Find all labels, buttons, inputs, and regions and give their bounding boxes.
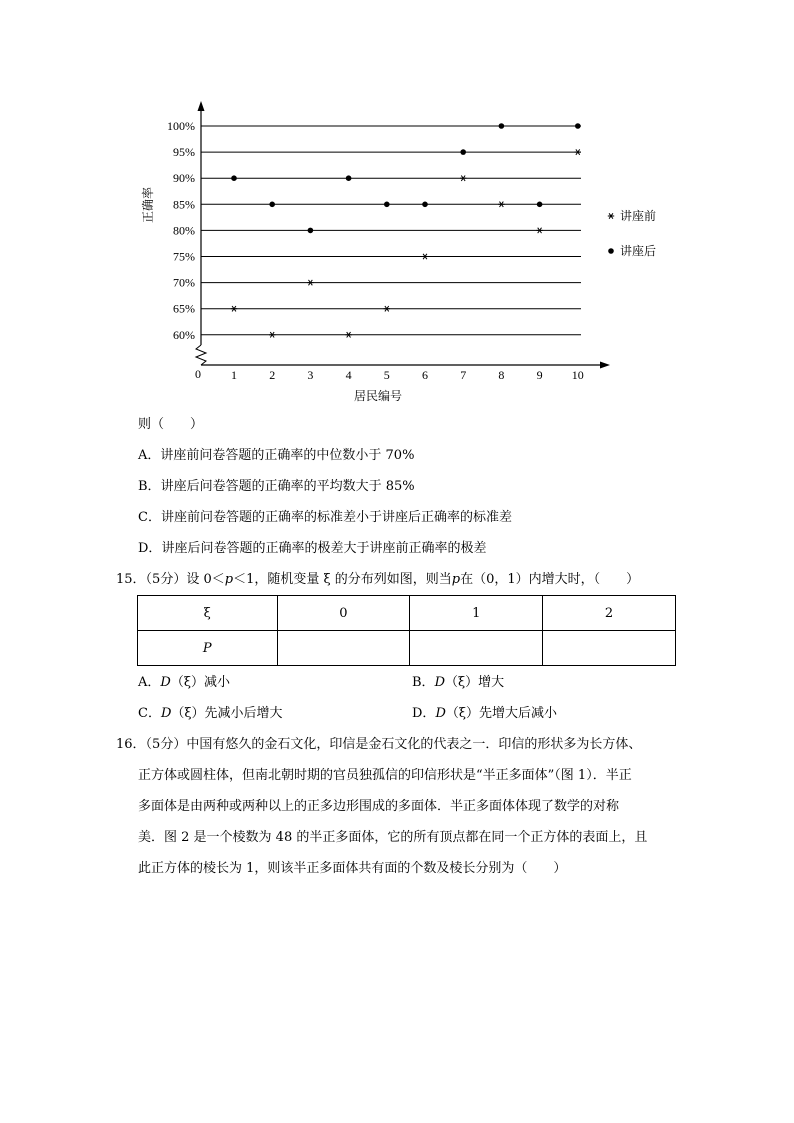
option-text: 讲座后问卷答题的正确率的极差大于讲座前正确率的极差 (161, 541, 487, 556)
point-before (231, 306, 237, 311)
table-cell: 1 (410, 596, 543, 631)
q15-stem-part: ＜1，随机变量 ξ 的分布列如图，则当 (233, 572, 452, 587)
y-axis-break (196, 345, 206, 365)
option-text: （ξ）增大 (445, 675, 505, 690)
variable-p: p (451, 572, 461, 587)
x-tick-label: 5 (383, 368, 390, 382)
option-text: （ξ）先增大后减小 (445, 706, 558, 721)
q16-line-2: 正方体或圆柱体，但南北朝时期的官员独孤信的印信形状是“半正多面体”（图 1）．半正 (138, 768, 632, 783)
point-after (537, 202, 543, 208)
point-before (345, 332, 351, 337)
point-after (460, 149, 466, 155)
y-tick-label: 70% (173, 275, 195, 290)
x-tick-label: 9 (536, 368, 543, 382)
point-after (231, 175, 237, 181)
point-after (575, 123, 581, 129)
option-label: D． (138, 541, 162, 556)
option-text: 讲座前问卷答题的正确率的中位数小于 70% (160, 448, 415, 463)
point-before (460, 175, 466, 180)
point-after (384, 202, 390, 208)
q16-line-3: 多面体是由两种或两种以上的正多边形围成的多面体．半正多面体体现了数学的对称 (138, 799, 620, 814)
x-axis-label: 居民编号 (353, 389, 403, 403)
option-var: D (160, 675, 171, 690)
table-row (138, 596, 676, 631)
option-label: B． (412, 675, 435, 690)
q15-option-b (412, 673, 504, 693)
option-text: 讲座后问卷答题的正确率的平均数大于 85% (160, 479, 415, 494)
option-label: C． (138, 706, 161, 721)
legend-marker-before (608, 213, 614, 218)
x-tick-label: 2 (269, 368, 276, 382)
axes (196, 101, 610, 369)
y-axis-label: 正确率 (141, 186, 155, 224)
x-tick-label: 7 (460, 368, 467, 382)
point-before (422, 254, 428, 259)
option-label: A． (138, 675, 161, 690)
distribution-table (137, 595, 676, 666)
table-row (138, 631, 676, 666)
q15-stem-part: 设 0＜ (186, 572, 225, 587)
question-number: 16． (116, 737, 146, 752)
option-label: D． (412, 706, 436, 721)
option-var: D (435, 706, 446, 721)
legend-marker-after (608, 248, 614, 254)
y-tick-label: 75% (173, 249, 195, 264)
point-before (536, 228, 542, 233)
q14-option-d (138, 539, 486, 559)
point-before (384, 306, 390, 311)
tick-labels (167, 119, 584, 382)
table-cell (410, 631, 543, 666)
point-before (575, 149, 581, 154)
q16-line-4: 美．图 2 是一个棱数为 48 的半正多面体，它的所有顶点都在同一个正方体的表面上，且 (138, 830, 648, 845)
q15-option-d (412, 704, 557, 724)
x-tick-label: 10 (571, 368, 584, 382)
y-tick-label: 95% (173, 145, 195, 160)
option-var: D (160, 706, 172, 721)
legend-label: 讲座前 (620, 209, 657, 223)
x-tick-label: 8 (498, 368, 505, 382)
table-cell: ξ (138, 596, 278, 631)
option-label: B． (138, 479, 161, 494)
y-tick-label: 80% (173, 223, 195, 238)
scatter-chart (0, 0, 794, 410)
point-before (269, 332, 275, 337)
y-axis-arrow (198, 101, 205, 111)
table-cell: P (138, 631, 278, 666)
option-var: D (434, 675, 445, 690)
q16-line-5: 此正方体的棱长为 1，则该半正多面体共有面的个数及棱长分别为（ ） (138, 861, 567, 876)
table-cell: 2 (543, 596, 676, 631)
legend-label: 讲座后 (620, 244, 657, 258)
option-text: 讲座前问卷答题的正确率的标准差小于讲座后正确率的标准差 (160, 510, 512, 525)
x-axis-arrow (600, 362, 610, 369)
question-number: 15． (116, 572, 146, 587)
point-after (422, 202, 428, 208)
x-tick-label: 4 (345, 368, 352, 382)
table-cell: 0 (277, 596, 410, 631)
q14-option-b (138, 477, 415, 497)
point-after (346, 175, 352, 181)
x-tick-label: 3 (307, 368, 314, 382)
option-label: A． (138, 448, 161, 463)
variable-p: p (224, 572, 234, 587)
q15-stem-part: 在（0，1）内增大时，（ ） (460, 572, 640, 587)
point-before (498, 202, 504, 207)
q14-option-c (138, 508, 512, 528)
y-tick-label: 60% (173, 327, 195, 342)
table-cell (277, 631, 410, 666)
q14-stem-end: 则（ ） (138, 417, 204, 432)
q14-option-a (138, 446, 414, 466)
question-score: （5分） (145, 572, 187, 587)
y-tick-label: 65% (173, 301, 195, 316)
q16-line-1 (116, 735, 641, 755)
option-text: （ξ）先减小后增大 (171, 706, 283, 721)
option-label: C． (138, 510, 161, 525)
q15-option-c (138, 704, 283, 724)
point-before (307, 280, 313, 285)
point-after (308, 228, 314, 234)
table-cell (543, 631, 676, 666)
x-tick-label: 1 (231, 368, 237, 382)
option-text: （ξ）减小 (170, 675, 230, 690)
q15-stem (116, 570, 639, 590)
y-tick-label: 85% (173, 197, 195, 212)
legend (608, 208, 656, 258)
q16-text: 中国有悠久的金石文化，印信是金石文化的代表之一．印信的形状多为长方体、 (186, 737, 642, 752)
q15-option-a (138, 673, 230, 693)
point-after (269, 202, 275, 208)
question-score: （5分） (145, 737, 187, 752)
origin-label: 0 (195, 367, 201, 381)
gridlines (201, 126, 581, 335)
y-tick-label: 90% (173, 171, 195, 186)
x-tick-label: 6 (422, 368, 428, 382)
y-tick-label: 100% (167, 119, 195, 133)
point-after (499, 123, 505, 129)
